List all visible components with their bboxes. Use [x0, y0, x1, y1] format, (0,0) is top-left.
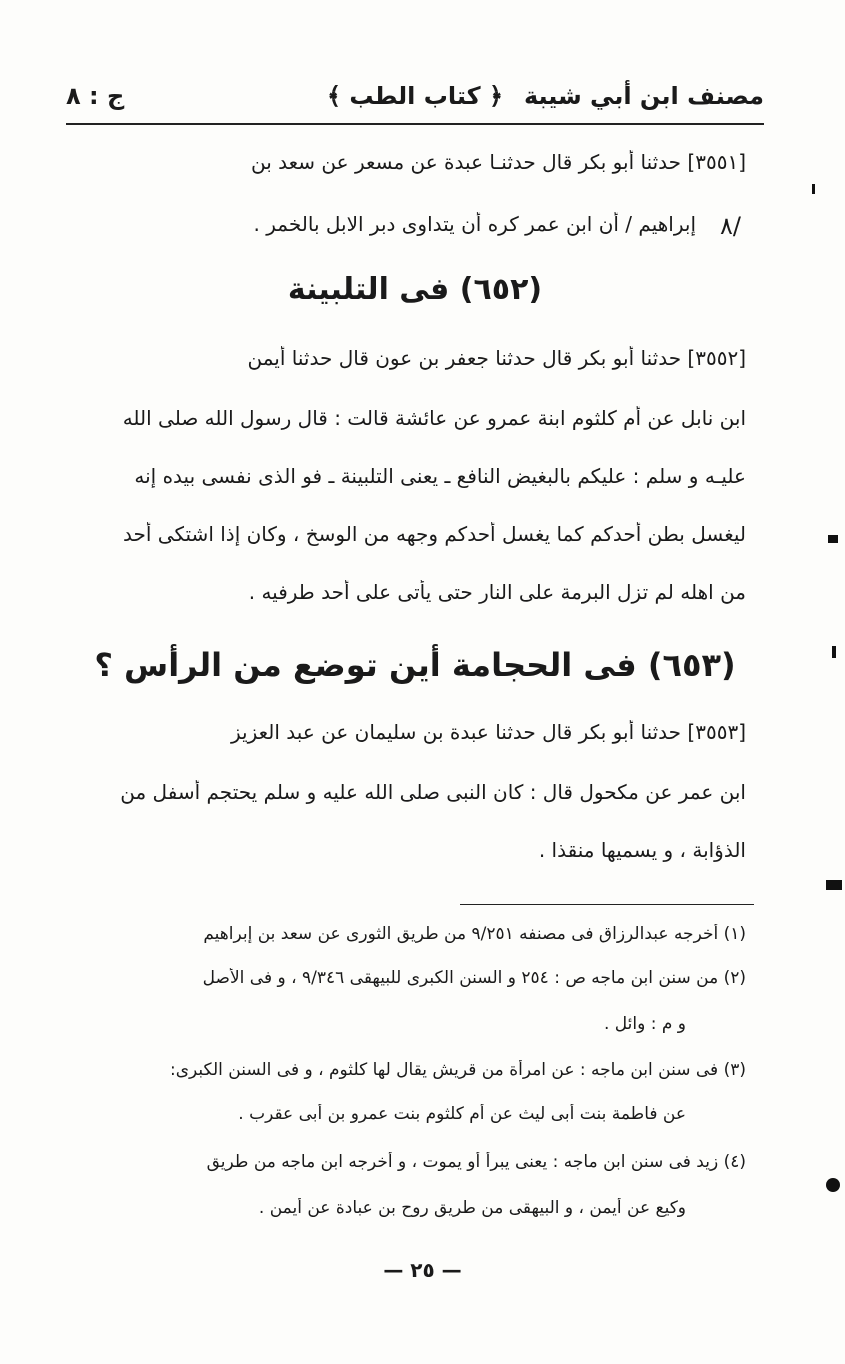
running-header [66, 78, 764, 122]
volume-number: ج : ٨ [66, 82, 125, 110]
folio-margin-note: ٨/ [720, 212, 741, 240]
hadith-3552-line-2: ابن نابل عن أم كلثوم ابنة عمرو عن عائشة قالت : قال رسول الله صلى الله [122, 406, 746, 430]
footnote-2: (٢) من سنن ابن ماجه ص : ٢٥٤ و السنن الكبرى للبيهقى ٩/٣٤٦ ، و فى الأصل [202, 968, 746, 988]
scan-speck [832, 646, 836, 658]
hadith-3552-line-3: عليـه و سلم : عليكم بالبغيض النافع ـ يعنى التلبينة ـ فو الذى نفسى بيده إنه [134, 464, 746, 488]
hadith-3551-line-2: إبراهيم / أن ابن عمر كره أن يتداوى دبر الابل بالخمر . [253, 212, 696, 236]
footnote-1: (١) أخرجه عبدالرزاق فى مصنفه ٩/٢٥١ من طريق الثورى عن سعد بن إبراهيم [203, 924, 746, 944]
hadith-3552-line-5: من اهله لم تزل البرمة على النار حتى يأتى على أحد طرفيه . [248, 580, 746, 604]
hadith-3553-line-3: الذؤابة ، و يسميها منقذا . [538, 838, 746, 862]
hadith-3553-line-1: [٣٥٥٣] حدثنا أبو بكر قال حدثنا عبدة بن سليمان عن عبد العزيز [231, 720, 746, 744]
footnote-4: (٤) زيد فى سنن ابن ماجه : يعنى يبرأ أو يموت ، و أخرجه ابن ماجه من طريق [206, 1152, 746, 1172]
footnote-3-continued: عن فاطمة بنت أبى ليث عن أم كلثوم بنت عمرو بن أبى عقرب . [238, 1104, 686, 1124]
hadith-3552-line-4: ليغسل بطن أحدكم كما يغسل أحدكم وجهه من الوسخ ، وكان إذا اشتكى أحد [123, 522, 746, 546]
section-heading-652: (٦٥٢) فى التلبينة [287, 272, 543, 307]
scan-speck [826, 1178, 840, 1192]
hadith-3553-line-2: ابن عمر عن مكحول قال : كان النبى صلى الله عليه و سلم يحتجم أسفل من [120, 780, 746, 804]
section-heading-653: (٦٥٣) فى الحجامة أين توضع من الرأس ؟ [94, 646, 736, 684]
hadith-3551-line-1: [٣٥٥١] حدثنا أبو بكر قال حدثنـا عبدة عن مسعر عن سعد بن [251, 150, 746, 174]
scan-speck [812, 184, 815, 194]
page-number: — ٢٥ — [383, 1258, 462, 1282]
footnote-2-continued: و م : وائل . [603, 1014, 686, 1034]
chapter-title: ﴿ كتاب الطب ﴾ [326, 82, 504, 110]
footnote-4-continued: وكيع عن أيمن ، و البيهقى من طريق روح بن عبادة عن أيمن . [258, 1198, 686, 1218]
scan-speck [826, 880, 842, 890]
scan-speck [828, 535, 838, 543]
footnote-3: (٣) فى سنن ابن ماجه : عن امرأة من قريش يقال لها كلثوم ، و فى السنن الكبرى: [170, 1060, 746, 1080]
footnote-rule [460, 904, 754, 905]
book-title: مصنف ابن أبي شيبة [523, 82, 764, 110]
header-rule [66, 123, 764, 125]
hadith-3552-line-1: [٣٥٥٢] حدثنا أبو بكر قال حدثنا جعفر بن عون قال حدثنا أيمن [247, 346, 746, 370]
